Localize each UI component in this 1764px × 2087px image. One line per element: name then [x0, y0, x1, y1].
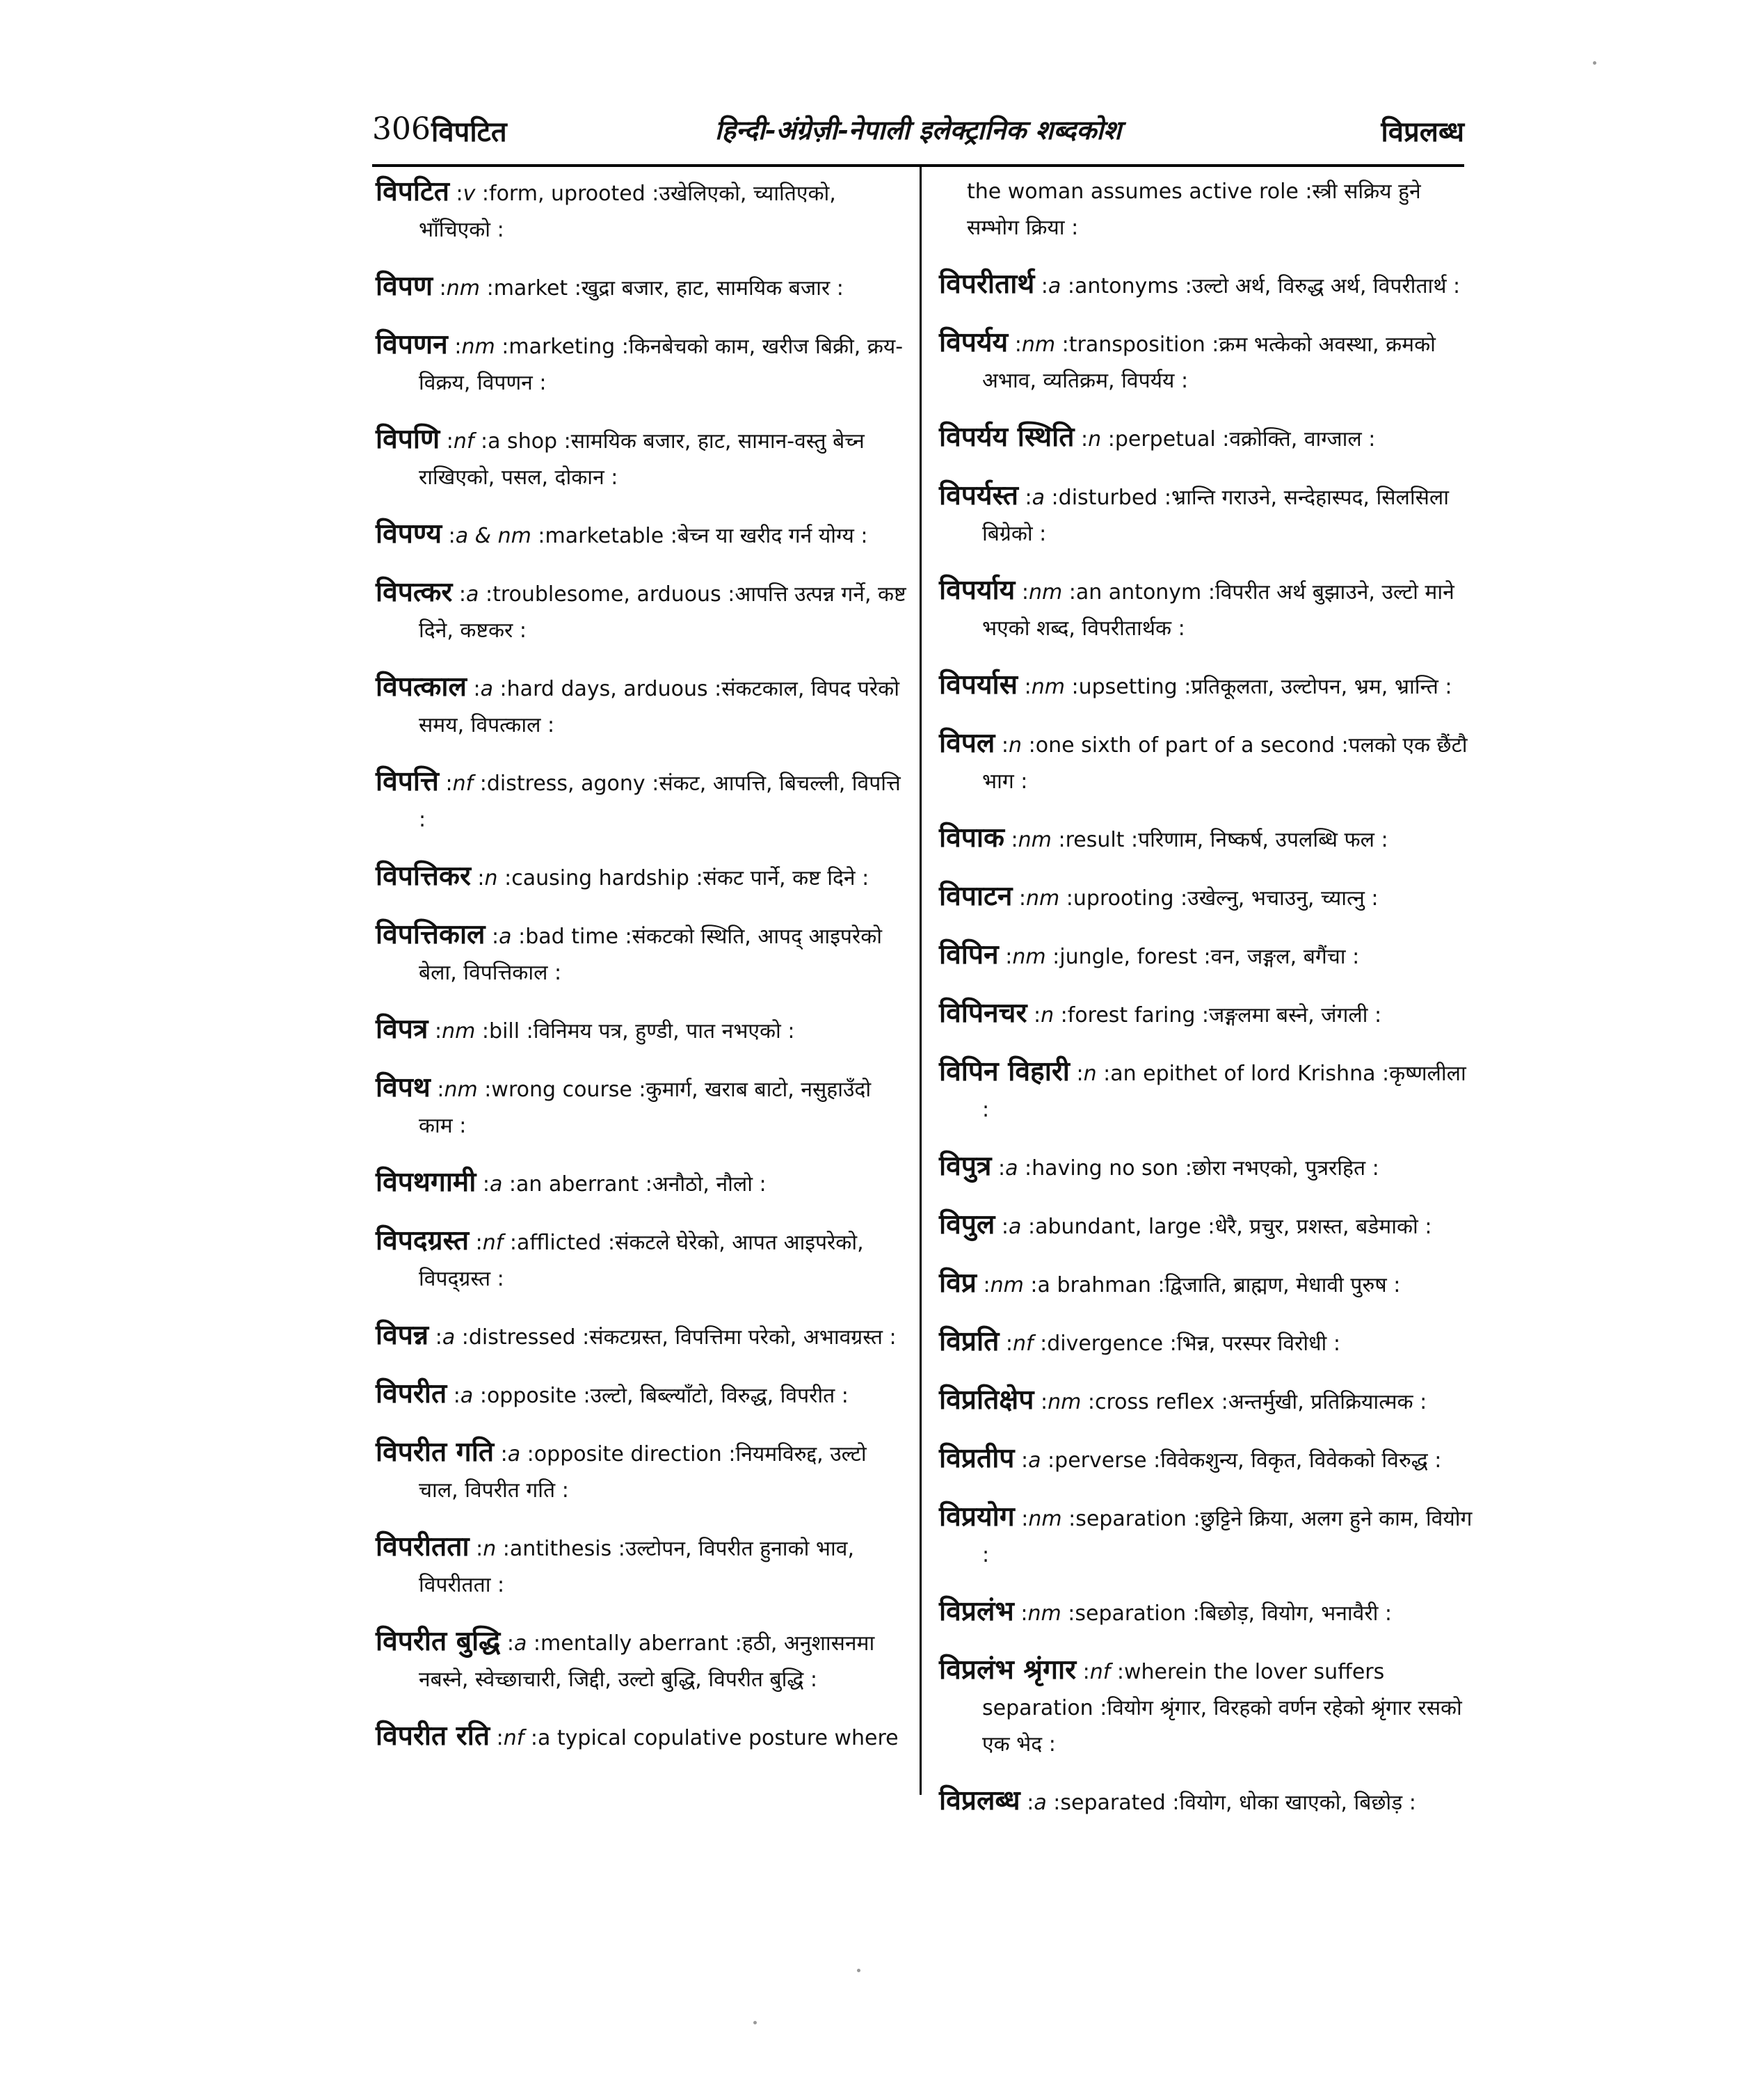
dictionary-entry: विपल :n :one sixth of part of a second :पलको एक छैंटौ भाग : [939, 728, 1468, 794]
entry-nepali-meaning: संकटग्रस्त, विपत्तिमा परेको, अभावग्रस्त : [589, 1325, 897, 1350]
dictionary-entry: विपरीतता :n :antithesis :उल्टोपन, विपरीत हुनाको भाव, विपरीतता : [376, 1531, 854, 1597]
entry-english-meaning: perverse [1055, 1448, 1147, 1473]
entry-part-of-speech: nm [1048, 1390, 1082, 1414]
entry-headword: विपत्कर [376, 577, 453, 608]
entry-nepali-meaning: उखेलिएको, च्यातिएको, भाँचिएको : [419, 182, 836, 242]
entry-english-meaning: disturbed [1058, 486, 1158, 510]
entry-english-meaning: distressed [468, 1325, 576, 1350]
entry-part-of-speech: nm [442, 1019, 476, 1044]
dictionary-entry: विपरीत रति :nf :a typical copulative posture where [376, 1720, 899, 1752]
entry-english-meaning: antithesis [509, 1537, 612, 1561]
entry-headword: विप्रयोग [939, 1501, 1015, 1533]
entry-headword: विपरीत गति [376, 1437, 495, 1468]
dictionary-entry: विपत्काल :a :hard days, arduous :संकटकाल, विपद परेको समय, विपत्काल : [376, 671, 899, 737]
entry-headword: विपरीतार्थ [939, 269, 1035, 300]
entry-part-of-speech: a [490, 1172, 503, 1197]
entry-nepali-meaning: आपत्ति उत्पन्न गर्ने, कष्ट दिने, कष्टकर : [419, 582, 906, 643]
entry-nepali-meaning: कृष्णलीला : [982, 1062, 1466, 1122]
dictionary-entry: विप्रयोग :nm :separation :छुट्टिने क्रिया, अलग हुने काम, वियोग : [939, 1501, 1473, 1567]
entry-english-meaning: wrong course [491, 1078, 632, 1102]
entry-english-meaning: bad time [525, 925, 618, 949]
entry-part-of-speech: nm [1026, 886, 1060, 911]
dictionary-entry: विपण्य :a & nm :marketable :बेच्न या खरीद गर्न योग्य : [376, 518, 868, 550]
entry-headword: विपुल [939, 1209, 995, 1240]
entry-part-of-speech: n [1088, 427, 1102, 451]
dictionary-entry: विप्रलंभ श्रृंगार :nf :wherein the lover suffers separation :वियोग श्रृंगार, विरहको वर्णन रहेको श्रृंगार रसको एक भेद : [939, 1654, 1462, 1757]
entry-english-meaning: marketable [545, 524, 664, 548]
dictionary-entry: विपथ :nm :wrong course :कुमार्ग, खराब बाटो, नसुहाउँदो काम : [376, 1072, 872, 1138]
dictionary-entry: विप्रलंभ :nm :separation :बिछोड़, वियोग, भनावैरी : [939, 1596, 1393, 1627]
entry-english-meaning: the woman assumes active role [967, 179, 1299, 204]
entry-english-meaning: form, uprooted [489, 182, 646, 206]
entry-part-of-speech: nf [453, 429, 474, 454]
entry-part-of-speech: a [507, 1442, 521, 1466]
entry-english-meaning: bill [489, 1019, 520, 1044]
entry-headword: विपणन [376, 329, 448, 360]
dictionary-entry: विपुत्र :a :having no son :छोरा नभएको, पुत्ररहित : [939, 1151, 1379, 1182]
dictionary-entry: विपत्ति :nf :distress, agony :संकट, आपत्ति, बिचल्ली, विपत्ति : [376, 766, 901, 832]
dictionary-entry: विपिन :nm :jungle, forest :वन, जङ्गल, बगैंचा : [939, 939, 1360, 970]
entry-nepali-meaning: प्रतिकूलता, उल्टोपन, भ्रम, भ्रान्ति : [1191, 675, 1452, 699]
entry-part-of-speech: nm [461, 335, 495, 359]
entry-english-meaning: jungle, forest [1059, 945, 1197, 969]
entry-nepali-meaning: उल्टो अर्थ, विरुद्ध अर्थ, विपरीतार्थ : [1192, 274, 1461, 298]
entry-english-meaning: abundant, large [1035, 1215, 1201, 1239]
entry-headword: विपुत्र [939, 1151, 992, 1182]
dictionary-entry: विपर्यय स्थिति :n :perpetual :वक्रोक्ति, वाग्जाल : [939, 422, 1376, 453]
entry-english-meaning: perpetual [1114, 427, 1216, 451]
entry-part-of-speech: nm [990, 1273, 1024, 1297]
entry-headword: विपर्यय [939, 327, 1009, 358]
dictionary-entry: विपिन विहारी :n :an epithet of lord Krishna :कृष्णलीला : [939, 1056, 1466, 1122]
dictionary-entry: विपन्न :a :distressed :संकटग्रस्त, विपत्तिमा परेको, अभावग्रस्त : [376, 1320, 897, 1351]
entry-headword: विपल [939, 728, 995, 759]
entry-english-meaning: a shop [488, 429, 558, 454]
column-divider [920, 167, 922, 1795]
entry-english-meaning: transposition [1068, 333, 1205, 357]
entry-part-of-speech: nm [444, 1078, 478, 1102]
dictionary-entry: विपिनचर :n :forest faring :जङ्गलमा बस्ने, जंगली : [939, 998, 1382, 1029]
entry-part-of-speech: nf [1089, 1660, 1111, 1684]
entry-english-meaning: separated [1060, 1791, 1166, 1815]
entry-english-meaning: one sixth of part of a second [1035, 733, 1335, 758]
entry-english-meaning: upsetting [1078, 675, 1178, 699]
entry-part-of-speech: v [463, 182, 476, 206]
entry-english-meaning: wherein the lover suffers separation [982, 1660, 1385, 1720]
entry-nepali-meaning: उखेल्नु, भचाउनु, च्यात्नु : [1187, 886, 1379, 911]
entry-nepali-meaning: विपरीत अर्थ बुझाउने, उल्टो माने भएको शब्द, विपरीतार्थक : [982, 580, 1454, 641]
dictionary-entry: विपर्यास :nm :upsetting :प्रतिकूलता, उल्टोपन, भ्रम, भ्रान्ति : [939, 669, 1452, 701]
entry-english-meaning: having no son [1032, 1156, 1179, 1181]
entry-headword: विपर्याय [939, 575, 1016, 606]
entry-part-of-speech: a [442, 1325, 456, 1350]
entry-nepali-meaning: वक्रोक्ति, वाग्जाल : [1229, 427, 1376, 451]
first-guide-word: विपटित [431, 116, 507, 148]
entry-headword: विपथ [376, 1072, 431, 1103]
entry-nepali-meaning: पलको एक छैंटौ भाग : [982, 733, 1468, 794]
entry-headword: विप्रलब्ध [939, 1785, 1020, 1816]
dictionary-entry: विपर्यय :nm :transposition :क्रम भत्केको अवस्था, क्रमको अभाव, व्यतिक्रम, विपर्यय : [939, 327, 1436, 393]
entry-english-meaning: marketing [508, 335, 616, 359]
entry-nepali-meaning: भ्रान्ति गराउने, सन्देहास्पद, सिलसिला बिग्रेको : [982, 486, 1450, 546]
dictionary-entry: विपर्यस्त :a :disturbed :भ्रान्ति गराउने, सन्देहास्पद, सिलसिला बिग्रेको : [939, 480, 1450, 546]
entry-headword: विपरीतता [376, 1531, 470, 1562]
entry-part-of-speech: a [499, 925, 512, 949]
entry-english-meaning: an antonym [1075, 580, 1202, 605]
entry-english-meaning: an aberrant [516, 1172, 639, 1197]
entry-part-of-speech: nf [452, 771, 474, 796]
entry-headword: विपण्य [376, 518, 442, 550]
entry-headword: विप्रतिक्षेप [939, 1384, 1034, 1416]
entry-headword: विपत्र [376, 1014, 428, 1045]
entry-headword: विपणि [376, 424, 440, 455]
entry-english-meaning: opposite direction [534, 1442, 722, 1466]
entry-headword: विपर्यय स्थिति [939, 422, 1075, 453]
dictionary-entry: विपरीतार्थ :a :antonyms :उल्टो अर्थ, विरुद्ध अर्थ, विपरीतार्थ : [939, 269, 1461, 300]
last-guide-word: विप्रलब्ध [1381, 116, 1464, 148]
scan-speck [857, 1969, 860, 1972]
dictionary-entry: विपाक :nm :result :परिणाम, निष्कर्ष, उपलब्धि फल : [939, 822, 1388, 854]
scan-speck [753, 2021, 757, 2024]
entry-nepali-meaning: विनिमय पत्र, हुण्डी, पात नभएको : [533, 1019, 795, 1044]
entry-part-of-speech: a [466, 582, 479, 607]
dictionary-entry: विपटित :v :form, uprooted :उखेलिएको, च्यातिएको, भाँचिएको : [376, 176, 836, 242]
entry-english-meaning: divergence [1047, 1332, 1164, 1356]
right-column [939, 174, 1475, 1841]
entry-part-of-speech: a [1005, 1156, 1018, 1181]
entry-english-meaning: market [493, 276, 568, 301]
entry-nepali-meaning: खुद्रा बजार, हाट, सामयिक बजार : [581, 276, 844, 301]
entry-english-meaning: uprooting [1073, 886, 1174, 911]
entry-part-of-speech: a [513, 1631, 527, 1656]
left-column [376, 174, 911, 1777]
entry-headword: विपिन विहारी [939, 1056, 1070, 1087]
entry-nepali-meaning: स्त्री सक्रिय हुने सम्भोग क्रिया : [967, 179, 1421, 240]
dictionary-entry: the woman assumes active role :स्त्री सक्रिय हुने सम्भोग क्रिया : [967, 179, 1421, 240]
entry-part-of-speech: nf [503, 1726, 524, 1750]
entry-headword: विपिनचर [939, 998, 1027, 1029]
entry-part-of-speech: a [1034, 1791, 1047, 1815]
dictionary-entry: विपाटन :nm :uprooting :उखेल्नु, भचाउनु, च्यात्नु : [939, 881, 1379, 912]
entry-headword: विपन्न [376, 1320, 429, 1351]
entry-nepali-meaning: वियोग, धोका खाएको, बिछोड़ : [1179, 1791, 1416, 1815]
entry-part-of-speech: a [1048, 274, 1061, 298]
entry-english-meaning: troublesome, arduous [492, 582, 721, 607]
entry-headword: विपत्काल [376, 671, 467, 703]
entry-nepali-meaning: संकटको स्थिति, आपद् आइपरेको बेला, विपत्तिकाल : [419, 925, 883, 985]
entry-part-of-speech: a [1009, 1215, 1022, 1239]
entry-headword: विप्रति [939, 1326, 1000, 1357]
entry-nepali-meaning: बेच्न या खरीद गर्न योग्य : [677, 524, 868, 548]
entry-part-of-speech: nm [1027, 1601, 1061, 1626]
header-rule [372, 164, 1464, 167]
entry-nepali-meaning: परिणाम, निष्कर्ष, उपलब्धि फल : [1138, 828, 1388, 852]
dictionary-entry: विपुल :a :abundant, large :धेरै, प्रचुर, प्रशस्त, बडेमाको : [939, 1209, 1432, 1240]
entry-part-of-speech: nf [482, 1231, 504, 1255]
entry-headword: विपटित [376, 176, 449, 207]
entry-nepali-meaning: संकटले घेरेको, आपत आइपरेको, विपद्ग्रस्त : [419, 1231, 864, 1291]
book-title: हिन्दी-अंग्रेज़ी-नेपाली इलेक्ट्रानिक शब्दकोश [714, 114, 1122, 145]
entry-english-meaning: an epithet of lord Krishna [1110, 1062, 1376, 1086]
entry-english-meaning: opposite [486, 1384, 577, 1408]
entry-nepali-meaning: छुट्टिने क्रिया, अलग हुने काम, वियोग : [982, 1507, 1473, 1567]
entry-part-of-speech: a [1028, 1448, 1041, 1473]
entry-english-meaning: result [1065, 828, 1125, 852]
dictionary-entry: विपत्तिकाल :a :bad time :संकटको स्थिति, आपद् आइपरेको बेला, विपत्तिकाल : [376, 919, 883, 985]
entry-english-meaning: distress, agony [486, 771, 646, 796]
entry-english-meaning: a typical copulative posture where [537, 1726, 899, 1750]
entry-nepali-meaning: द्विजाति, ब्राह्मण, मेधावी पुरुष : [1164, 1273, 1401, 1297]
entry-headword: विप्रलंभ श्रृंगार [939, 1654, 1077, 1686]
entry-headword: विपिन [939, 939, 999, 970]
dictionary-entry: विप्रतिक्षेप :nm :cross reflex :अन्तर्मुखी, प्रतिक्रियात्मक : [939, 1384, 1427, 1416]
entry-part-of-speech: n [1083, 1062, 1097, 1086]
dictionary-entry: विप्रतीप :a :perverse :विवेकशुन्य, विकृत, विवेकको विरुद्ध : [939, 1443, 1442, 1474]
entry-headword: विपदग्रस्त [376, 1225, 470, 1256]
entry-nepali-meaning: अन्तर्मुखी, प्रतिक्रियात्मक : [1228, 1390, 1427, 1414]
entry-part-of-speech: n [483, 1537, 497, 1561]
entry-headword: विपर्यास [939, 669, 1018, 701]
entry-headword: विपरीत [376, 1378, 447, 1409]
entry-part-of-speech: a & nm [455, 524, 531, 548]
dictionary-entry: विप्रलब्ध :a :separated :वियोग, धोका खाएको, बिछोड़ : [939, 1785, 1416, 1816]
entry-nepali-meaning: हठी, अनुशासनमा नबस्ने, स्वेच्छाचारी, जिद्दी, उल्टो बुद्धि, विपरीत बुद्धि : [419, 1631, 875, 1692]
entry-nepali-meaning: कुमार्ग, खराब बाटो, नसुहाउँदो काम : [419, 1078, 872, 1138]
entry-part-of-speech: nf [1012, 1332, 1034, 1356]
entry-headword: विपत्तिकर [376, 861, 471, 892]
entry-headword: विपथगामी [376, 1167, 476, 1198]
dictionary-entry: विपथगामी :a :an aberrant :अनौठो, नौलो : [376, 1167, 767, 1198]
entry-english-meaning: a brahman [1037, 1273, 1151, 1297]
dictionary-entry: विपरीत :a :opposite :उल्टो, बिब्ल्याँटो, विरुद्ध, विपरीत : [376, 1378, 849, 1409]
entry-english-meaning: causing hardship [511, 866, 689, 890]
dictionary-entry: विपत्र :nm :bill :विनिमय पत्र, हुण्डी, पात नभएको : [376, 1014, 795, 1045]
entry-part-of-speech: nm [1018, 828, 1052, 852]
dictionary-entry: विपदग्रस्त :nf :afflicted :संकटले घेरेको, आपत आइपरेको, विपद्ग्रस्त : [376, 1225, 864, 1291]
entry-nepali-meaning: धेरै, प्रचुर, प्रशस्त, बडेमाको : [1214, 1215, 1432, 1239]
entry-part-of-speech: nm [1021, 333, 1056, 357]
entry-nepali-meaning: उल्टोपन, विपरीत हुनाको भाव, विपरीतता : [419, 1537, 854, 1597]
entry-nepali-meaning: छोरा नभएको, पुत्ररहित : [1192, 1156, 1379, 1181]
page-number: 306 [372, 111, 431, 147]
entry-headword: विपत्ति [376, 766, 439, 797]
entry-headword: विपाक [939, 822, 1004, 854]
dictionary-entry: विप्रति :nf :divergence :भिन्न, परस्पर विरोधी : [939, 1326, 1340, 1357]
dictionary-entry: विप्र :nm :a brahman :द्विजाति, ब्राह्मण, मेधावी पुरुष : [939, 1268, 1401, 1299]
entry-english-meaning: cross reflex [1095, 1390, 1215, 1414]
entry-nepali-meaning: भिन्न, परस्पर विरोधी : [1176, 1332, 1340, 1356]
entry-nepali-meaning: विवेकशुन्य, विकृत, विवेकको विरुद्ध : [1160, 1448, 1442, 1473]
dictionary-entry: विपणन :nm :marketing :किनबेचको काम, खरीज बिक्री, क्रय-विक्रय, विपणन : [376, 329, 904, 395]
entry-nepali-meaning: सामयिक बजार, हाट, सामान-वस्तु बेच्न राखिएको, पसल, दोकान : [419, 429, 865, 490]
dictionary-entry: विपरीत बुद्धि :a :mentally aberrant :हठी, अनुशासनमा नबस्ने, स्वेच्छाचारी, जिद्दी, उल्टो बुद्धि, विपरीत बुद्धि : [376, 1626, 875, 1692]
entry-nepali-meaning: वन, जङ्गल, बगैंचा : [1210, 945, 1360, 969]
entry-nepali-meaning: संकट पार्ने, कष्ट दिने : [703, 866, 869, 890]
entry-nepali-meaning: नियमविरुद्द, उल्टो चाल, विपरीत गति : [419, 1442, 867, 1503]
entry-part-of-speech: a [460, 1384, 474, 1408]
entry-headword: विप्रतीप [939, 1443, 1015, 1474]
entry-headword: विपत्तिकाल [376, 919, 486, 950]
entry-english-meaning: separation [1075, 1601, 1187, 1626]
entry-part-of-speech: n [1009, 733, 1023, 758]
entry-nepali-meaning: जङ्गलमा बस्ने, जंगली : [1209, 1003, 1382, 1027]
dictionary-entry: विपर्याय :nm :an antonym :विपरीत अर्थ बुझाउने, उल्टो माने भएको शब्द, विपरीतार्थक : [939, 575, 1454, 641]
entry-part-of-speech: nm [1028, 1507, 1062, 1531]
entry-part-of-speech: a [1032, 486, 1045, 510]
entry-part-of-speech: nm [446, 276, 481, 301]
entry-headword: विपरीत बुद्धि [376, 1626, 501, 1657]
entry-nepali-meaning: किनबेचको काम, खरीज बिक्री, क्रय-विक्रय, विपणन : [419, 335, 904, 395]
entry-nepali-meaning: उल्टो, बिब्ल्याँटो, विरुद्ध, विपरीत : [590, 1384, 849, 1408]
entry-english-meaning: forest faring [1067, 1003, 1196, 1027]
entry-nepali-meaning: वियोग श्रृंगार, विरहको वर्णन रहेको श्रृंगार रसको एक भेद : [982, 1696, 1462, 1757]
entry-english-meaning: separation [1075, 1507, 1187, 1531]
scan-speck [1593, 61, 1596, 65]
entry-part-of-speech: nm [1012, 945, 1046, 969]
entry-english-meaning: antonyms [1074, 274, 1179, 298]
entry-english-meaning: hard days, arduous [506, 677, 708, 701]
entry-nepali-meaning: अनौठो, नौलो : [652, 1172, 767, 1197]
page-header [372, 111, 1464, 154]
entry-headword: विपर्यस्त [939, 480, 1018, 511]
entry-part-of-speech: nm [1028, 580, 1063, 605]
entry-nepali-meaning: बिछोड़, वियोग, भनावैरी : [1199, 1601, 1393, 1626]
entry-headword: विपरीत रति [376, 1720, 490, 1752]
dictionary-entry: विपत्कर :a :troublesome, arduous :आपत्ति उत्पन्न गर्ने, कष्ट दिने, कष्टकर : [376, 577, 906, 643]
entry-nepali-meaning: संकट, आपत्ति, बिचल्ली, विपत्ति : [419, 771, 901, 832]
entry-part-of-speech: n [484, 866, 498, 890]
entry-english-meaning: mentally aberrant [540, 1631, 729, 1656]
entry-headword: विपण [376, 271, 433, 302]
entry-nepali-meaning: क्रम भत्केको अवस्था, क्रमको अभाव, व्यतिक्रम, विपर्यय : [982, 333, 1436, 393]
entry-headword: विप्र [939, 1268, 977, 1299]
entry-english-meaning: afflicted [516, 1231, 602, 1255]
dictionary-entry: विपरीत गति :a :opposite direction :नियमविरुद्द, उल्टो चाल, विपरीत गति : [376, 1437, 867, 1503]
entry-headword: विपाटन [939, 881, 1013, 912]
entry-headword: विप्रलंभ [939, 1596, 1014, 1627]
dictionary-entry: विपणि :nf :a shop :सामयिक बजार, हाट, सामान-वस्तु बेच्न राखिएको, पसल, दोकान : [376, 424, 865, 490]
dictionary-entry: विपत्तिकर :n :causing hardship :संकट पार्ने, कष्ट दिने : [376, 861, 869, 892]
dictionary-entry: विपण :nm :market :खुद्रा बजार, हाट, सामयिक बजार : [376, 271, 844, 302]
entry-nepali-meaning: संकटकाल, विपद परेको समय, विपत्काल : [419, 677, 899, 737]
entry-part-of-speech: a [480, 677, 494, 701]
entry-part-of-speech: n [1041, 1003, 1055, 1027]
entry-part-of-speech: nm [1031, 675, 1065, 699]
